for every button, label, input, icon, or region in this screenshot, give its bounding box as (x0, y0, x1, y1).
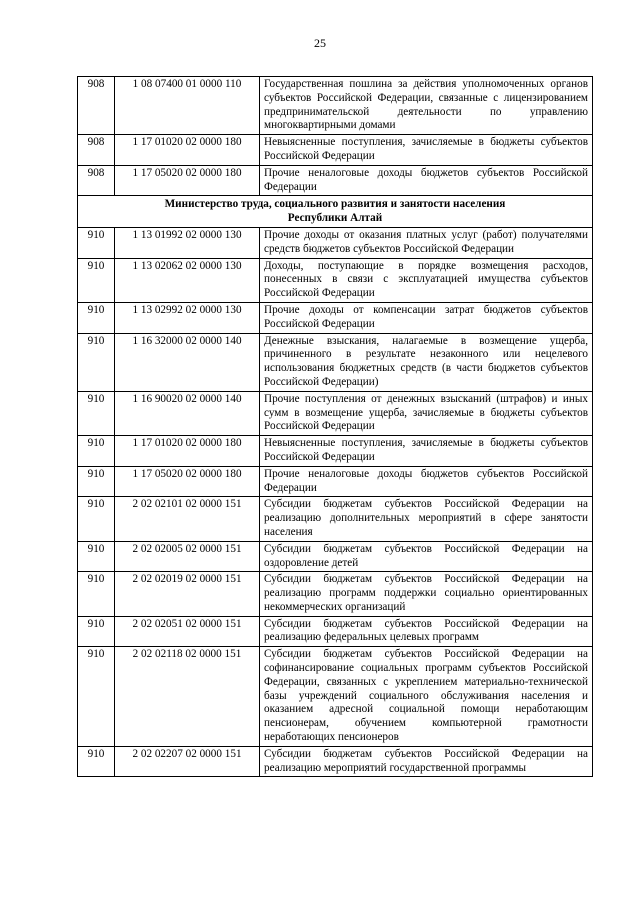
budget-code-cell: 1 13 01992 02 0000 130 (115, 227, 260, 258)
description-cell: Государственная пошлина за действия уполномоченных органов субъектов Российской Федерации, связанные с лицензированием предпринимательской деятельности по управлению многоквартирными домами (260, 77, 593, 135)
description-cell: Прочие неналоговые доходы бюджетов субъектов Российской Федерации (260, 466, 593, 497)
description-cell: Субсидии бюджетам субъектов Российской Федерации на реализацию дополнительных мероприятий в сфере занятости населения (260, 497, 593, 541)
admin-code-cell: 910 (78, 497, 115, 541)
description-cell: Субсидии бюджетам субъектов Российской Федерации на реализацию мероприятий государственной программы (260, 746, 593, 777)
budget-code-cell: 1 17 05020 02 0000 180 (115, 466, 260, 497)
table-row (78, 541, 593, 572)
description-cell: Субсидии бюджетам субъектов Российской Федерации на оздоровление детей (260, 541, 593, 572)
admin-code-cell: 910 (78, 302, 115, 333)
description-cell: Невыясненные поступления, зачисляемые в бюджеты субъектов Российской Федерации (260, 436, 593, 467)
section-title-line2: Республики Алтай (287, 212, 383, 225)
revenue-codes-table (77, 76, 593, 777)
table-row (78, 77, 593, 135)
section-body (78, 196, 593, 228)
table-row (78, 333, 593, 391)
description-cell: Невыясненные поступления, зачисляемые в бюджеты субъектов Российской Федерации (260, 135, 593, 166)
page-number: 25 (314, 36, 326, 50)
table-body-before-section (78, 77, 593, 196)
budget-code-cell: 1 08 07400 01 0000 110 (115, 77, 260, 135)
table-row (78, 391, 593, 435)
admin-code-cell: 908 (78, 135, 115, 166)
budget-code-cell: 1 16 90020 02 0000 140 (115, 391, 260, 435)
admin-code-cell: 910 (78, 541, 115, 572)
table-row (78, 466, 593, 497)
description-cell: Прочие доходы от компенсации затрат бюджетов субъектов Российской Федерации (260, 302, 593, 333)
budget-code-cell: 1 17 01020 02 0000 180 (115, 436, 260, 467)
table-row (78, 302, 593, 333)
description-cell: Субсидии бюджетам субъектов Российской Федерации на реализацию программ поддержки социально ориентированных некоммерческих организаций (260, 572, 593, 616)
section-title-line1: Министерство труда, социального развития и занятости населения (164, 198, 506, 211)
budget-code-cell: 1 13 02992 02 0000 130 (115, 302, 260, 333)
table-row (78, 616, 593, 647)
admin-code-cell: 910 (78, 572, 115, 616)
description-cell: Денежные взыскания, налагаемые в возмещение ущерба, причиненного в результате незаконного или нецелевого использования бюджетных средств (в части бюджетов субъектов Российской Федерации) (260, 333, 593, 391)
table-row (78, 436, 593, 467)
budget-code-cell: 2 02 02019 02 0000 151 (115, 572, 260, 616)
budget-code-cell: 1 17 01020 02 0000 180 (115, 135, 260, 166)
table-row (78, 135, 593, 166)
admin-code-cell: 910 (78, 258, 115, 302)
admin-code-cell: 908 (78, 77, 115, 135)
admin-code-cell: 910 (78, 333, 115, 391)
table-body-after-section (78, 227, 593, 776)
budget-code-cell: 2 02 02005 02 0000 151 (115, 541, 260, 572)
description-cell: Прочие неналоговые доходы бюджетов субъектов Российской Федерации (260, 165, 593, 196)
budget-code-cell: 2 02 02118 02 0000 151 (115, 647, 260, 747)
admin-code-cell: 910 (78, 227, 115, 258)
admin-code-cell: 910 (78, 746, 115, 777)
admin-code-cell: 910 (78, 391, 115, 435)
table-row (78, 165, 593, 196)
budget-code-cell: 1 13 02062 02 0000 130 (115, 258, 260, 302)
table-row (78, 746, 593, 777)
table-row (78, 227, 593, 258)
admin-code-cell: 910 (78, 466, 115, 497)
budget-code-cell: 1 17 05020 02 0000 180 (115, 165, 260, 196)
budget-code-cell: 2 02 02101 02 0000 151 (115, 497, 260, 541)
budget-code-cell: 2 02 02051 02 0000 151 (115, 616, 260, 647)
admin-code-cell: 910 (78, 436, 115, 467)
description-cell: Субсидии бюджетам субъектов Российской Федерации на реализацию федеральных целевых программ (260, 616, 593, 647)
table-row (78, 258, 593, 302)
budget-code-cell: 2 02 02207 02 0000 151 (115, 746, 260, 777)
section-header-row (78, 196, 593, 228)
admin-code-cell: 908 (78, 165, 115, 196)
table-row (78, 497, 593, 541)
table-row (78, 647, 593, 747)
admin-code-cell: 910 (78, 616, 115, 647)
section-header-cell (78, 196, 593, 228)
admin-code-cell: 910 (78, 647, 115, 747)
description-cell: Субсидии бюджетам субъектов Российской Федерации на софинансирование социальных программ субъектов Российской Федерации, связанных с укреплением материально-технической базы учреждений социального обслуживания населения и оказанием адресной социальной помощи неработающим пенсионерам, обучением компьютерной грамотности неработающих пенсионеров (260, 647, 593, 747)
description-cell: Прочие поступления от денежных взысканий (штрафов) и иных сумм в возмещение ущерба, зачисляемые в бюджеты субъектов Российской Федерации (260, 391, 593, 435)
budget-code-cell: 1 16 32000 02 0000 140 (115, 333, 260, 391)
table-row (78, 572, 593, 616)
description-cell: Доходы, поступающие в порядке возмещения расходов, понесенных в связи с эксплуатацией имущества субъектов Российской Федерации (260, 258, 593, 302)
description-cell: Прочие доходы от оказания платных услуг (работ) получателями средств бюджетов субъектов Российской Федерации (260, 227, 593, 258)
